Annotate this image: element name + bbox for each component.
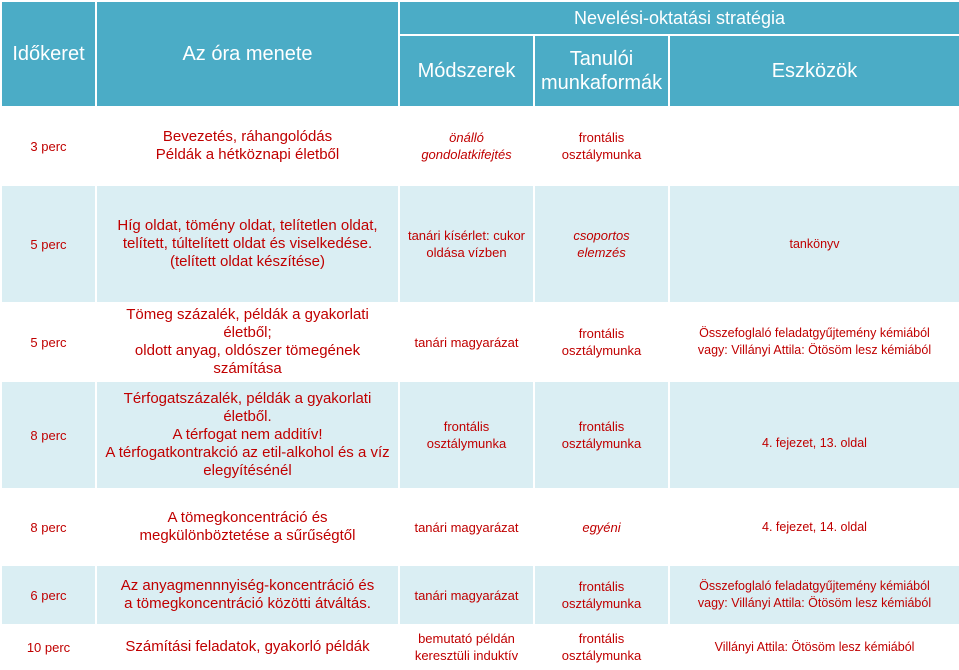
row-tools: 4. fejezet, 14. oldal <box>669 489 959 565</box>
row-tools: Villányi Attila: Ötösöm lesz kémiából <box>669 625 959 669</box>
row-content: A tömegkoncentráció és megkülönböztetése a sűrűségtől <box>96 489 399 565</box>
table-row <box>1 303 959 381</box>
row-time: 5 perc <box>1 303 96 381</box>
row-method: önálló gondolatkifejtés <box>399 107 534 185</box>
table-row <box>1 185 959 303</box>
row-workform: csoportos elemzés <box>534 185 669 303</box>
row-tools: 4. fejezet, 13. oldal <box>669 381 959 489</box>
row-tools: tankönyv <box>669 185 959 303</box>
header-workforms: Tanulói munkaformák <box>534 35 669 107</box>
row-workform: frontális osztálymunka <box>534 565 669 625</box>
row-content: Tömeg százalék, példák a gyakorlati életből; oldott anyag, oldószer tömegének számítása <box>96 303 399 381</box>
table-row <box>1 565 959 625</box>
row-content: Híg oldat, tömény oldat, telítetlen oldat, telített, túltelített oldat és viselkedése. (telített oldat készítése) <box>96 185 399 303</box>
table-row <box>1 489 959 565</box>
table-row <box>1 107 959 185</box>
header-time: Időkeret <box>1 1 96 107</box>
row-method: bemutató példán keresztüli induktív <box>399 625 534 669</box>
row-time: 8 perc <box>1 489 96 565</box>
row-workform: frontális osztálymunka <box>534 625 669 669</box>
row-workform: frontális osztálymunka <box>534 381 669 489</box>
header-course: Az óra menete <box>96 1 399 107</box>
row-time: 5 perc <box>1 185 96 303</box>
row-time: 6 perc <box>1 565 96 625</box>
row-time: 10 perc <box>1 625 96 669</box>
table-row <box>1 381 959 489</box>
row-content: Térfogatszázalék, példák a gyakorlati életből. A térfogat nem additív! A térfogatkontrakció az etil-alkohol és a víz elegyítésénél <box>96 381 399 489</box>
row-content: Az anyagmennnyiség-koncentráció és a tömegkoncentráció közötti átváltás. <box>96 565 399 625</box>
row-tools: Összefoglaló feladatgyűjtemény kémiából vagy: Villányi Attila: Ötösöm lesz kémiából <box>669 565 959 625</box>
row-method: tanári magyarázat <box>399 303 534 381</box>
row-workform: egyéni <box>534 489 669 565</box>
row-content: Bevezetés, ráhangolódás Példák a hétköznapi életből <box>96 107 399 185</box>
row-method: tanári kísérlet: cukor oldása vízben <box>399 185 534 303</box>
row-tools <box>669 107 959 185</box>
header-strategy: Nevelési-oktatási stratégia <box>399 1 959 35</box>
row-time: 8 perc <box>1 381 96 489</box>
row-content: Számítási feladatok, gyakorló példák <box>96 625 399 669</box>
row-method: tanári magyarázat <box>399 489 534 565</box>
table-row <box>1 625 959 669</box>
row-workform: frontális osztálymunka <box>534 107 669 185</box>
row-method: frontális osztálymunka <box>399 381 534 489</box>
header-tools: Eszközök <box>669 35 959 107</box>
row-method: tanári magyarázat <box>399 565 534 625</box>
row-tools: Összefoglaló feladatgyűjtemény kémiából vagy: Villányi Attila: Ötösöm lesz kémiából <box>669 303 959 381</box>
row-time: 3 perc <box>1 107 96 185</box>
header-methods: Módszerek <box>399 35 534 107</box>
row-workform: frontális osztálymunka <box>534 303 669 381</box>
